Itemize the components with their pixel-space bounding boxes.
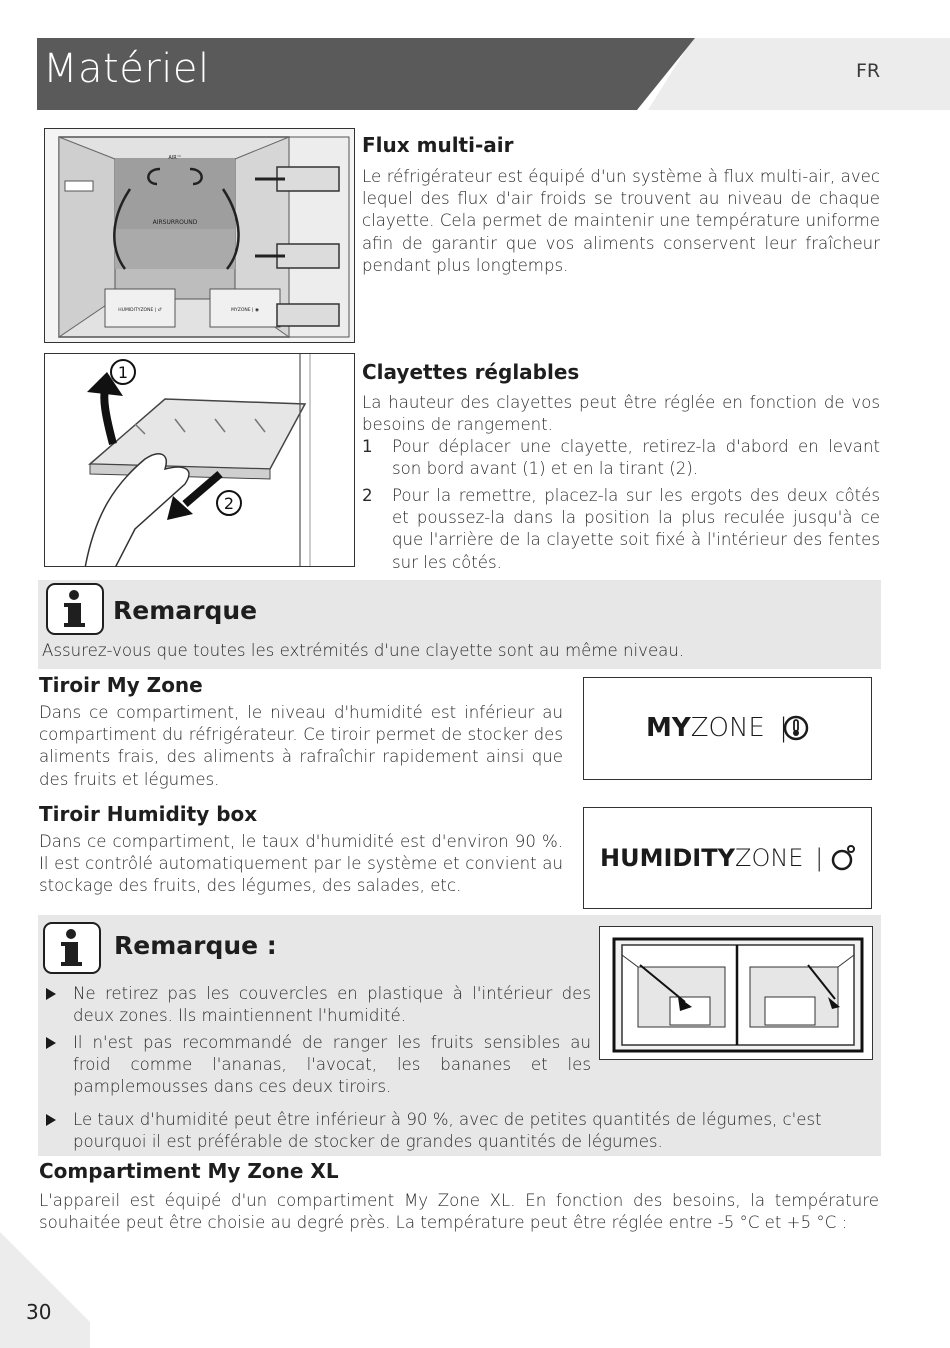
note-item: Ne retirez pas les couvercles en plastique à l'intérieur des deux zones. Ils maintiennent l'humidité. <box>73 984 591 1026</box>
myzone-heading: Tiroir My Zone <box>39 673 203 697</box>
myzone-body: Dans ce compartiment, le niveau d'humidité est inférieur au compartiment du réfrigérateur. Ce tiroir permet de stocker des aliments frais, des aliments à rafraîchir rapidement ainsi que des fruits et légumes. <box>39 703 563 789</box>
clayettes-step-number: 1 <box>362 437 373 456</box>
flux-heading: Flux multi-air <box>362 133 514 157</box>
myzone-logo <box>583 677 872 780</box>
shelf-removal-illustration <box>44 353 355 567</box>
clayettes-heading: Clayettes réglables <box>362 360 580 384</box>
note-item: Le taux d'humidité peut être inférieur à 90 %, avec de petites quantités de légumes, c'est pourquoi il est préférable de stocker de grandes quantités de légumes. <box>73 1110 822 1152</box>
humidity-logo-text: HUMIDITYZONE | <box>600 844 824 872</box>
bullet-icon <box>46 988 56 1000</box>
language-label: FR <box>856 60 881 82</box>
fridge-airflow-illustration <box>44 128 355 343</box>
humidityzone-logo <box>583 807 872 909</box>
info-icon <box>46 583 104 635</box>
xl-heading: Compartiment My Zone XL <box>39 1159 339 1183</box>
humidity-body: Dans ce compartiment, le taux d'humidité est d'environ 90 %. Il est contrôlé automatiquement par le système et convient au stockage des fruits, des légumes, des salades, etc. <box>39 832 563 896</box>
flux-body: Le réfrigérateur est équipé d'un système à flux multi-air, avec lequel des flux d'air froids se trouvent au niveau de chaque clayette. Cela permet de maintenir une température uniforme afin de garantir que vos aliments conservent leur fraîcheur pendant plus longtemps. <box>362 167 880 275</box>
humidity-heading: Tiroir Humidity box <box>39 802 258 826</box>
shelf-step1-label: 1 <box>117 363 129 382</box>
note-item: Il n'est pas recommandé de ranger les fruits sensibles au froid comme l'ananas, l'avocat, les bananes et les pamplemousses dans ces deux tiroirs. <box>73 1033 591 1097</box>
shelf-step2-label: 2 <box>223 494 235 513</box>
note-title: Remarque : <box>114 931 277 960</box>
myzone-logo-text: MYZONE | <box>646 713 788 743</box>
clayettes-step-number: 2 <box>362 486 373 505</box>
page-number: 30 <box>26 1300 52 1324</box>
bullet-icon <box>46 1037 56 1049</box>
clayettes-intro: La hauteur des clayettes peut être réglée en fonction de vos besoins de rangement. <box>362 393 880 435</box>
fridge-panel-label: AIRSURROUND <box>152 219 198 226</box>
myzone-thermometer-icon <box>782 714 810 742</box>
clayettes-step-text: Pour déplacer une clayette, retirez-la d'abord en levant son bord avant (1) et en la tirant (2). <box>392 437 880 479</box>
info-icon <box>43 922 101 974</box>
fridge-drawer-left-label: HUMIDITYZONE | ♂ <box>118 308 162 313</box>
fridge-top-label: AIR™ <box>168 155 182 161</box>
note-text: Assurez-vous que toutes les extrémités d'une clayette sont au même niveau. <box>42 641 685 660</box>
bullet-icon <box>46 1114 56 1126</box>
fridge-drawer-right-label: MYZONE | ◉ <box>231 308 259 313</box>
note-title: Remarque <box>113 596 258 625</box>
xl-body: L'appareil est équipé d'un compartiment My Zone XL. En fonction des besoins, la température souhaitée peut être choisie au degré près. La température peut être réglée entre -5 °C et +5 °C : <box>39 1191 879 1233</box>
humidity-droplet-icon <box>830 844 856 872</box>
drawer-covers-illustration <box>599 926 873 1060</box>
footer-corner <box>0 1232 90 1348</box>
clayettes-step-text: Pour la remettre, placez-la sur les ergots des deux côtés et poussez-la dans la position la plus reculée jusqu'à ce que l'arrière de la clayette soit fixé à l'intérieur des fentes sur les côtés. <box>392 486 880 572</box>
page-title: Matériel <box>43 46 210 92</box>
